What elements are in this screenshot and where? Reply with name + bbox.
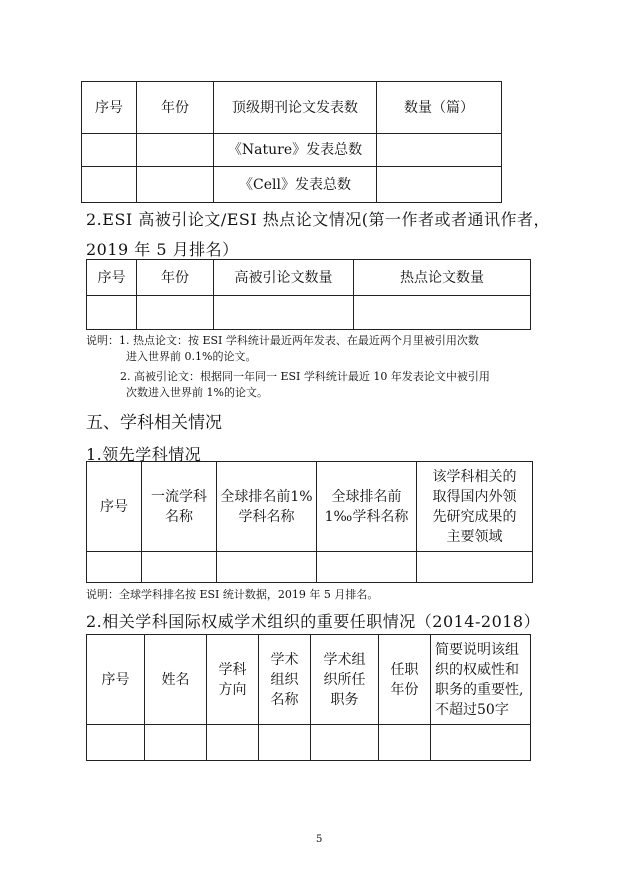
section-title: 五、学科相关情况 <box>86 413 222 433</box>
header-line: 学术组 <box>323 651 366 668</box>
note-hot-papers-1: 说明：1. 热点论文：按 ESI 学科统计最近两年发表、在最近两个月里被引用次数 <box>86 334 479 347</box>
note-global-ranking: 说明：全球学科排名按 ESI 统计数据，2019 年 5 月排名。 <box>86 588 379 601</box>
table4-header-org-name <box>259 635 311 725</box>
table3-cell <box>317 552 417 583</box>
table1-header-index: 序号 <box>82 82 137 134</box>
header-line: 职务 <box>330 691 359 708</box>
table4-header-name: 姓名 <box>145 635 207 725</box>
table-row <box>82 134 502 167</box>
table3-cell <box>142 552 217 583</box>
header-line: 全球排名前 <box>331 488 402 505</box>
header-line: 学术 <box>270 651 299 668</box>
header-line: 简要说明该组 <box>435 641 519 658</box>
header-line: 全球排名前1% <box>220 488 313 505</box>
header-line: 该学科相关的 <box>432 468 517 485</box>
esi-table <box>86 259 531 330</box>
table1-cell <box>82 167 137 203</box>
table1-cell <box>377 167 502 203</box>
table3-header-first-class <box>142 462 217 552</box>
note-highly-cited-2: 次数进入世界前 1%的论文。 <box>126 386 268 399</box>
header-line: 年份 <box>390 681 419 698</box>
table4-cell <box>311 725 379 761</box>
header-line: 职务的重要性, <box>435 681 524 698</box>
header-line: 方向 <box>218 681 247 698</box>
header-line: 先研究成果的 <box>432 508 517 525</box>
header-line: 织的权威性和 <box>435 661 519 678</box>
table3-header-top1pct <box>217 462 317 552</box>
table1-header-count: 数量（篇） <box>377 82 502 134</box>
table2-cell <box>87 296 137 330</box>
table1-header-journal: 顶级期刊论文发表数 <box>214 82 377 134</box>
international-positions-table <box>86 634 531 761</box>
table-row <box>82 167 502 203</box>
leading-disciplines-table <box>86 461 533 583</box>
table-row <box>87 552 533 583</box>
header-line: 学科名称 <box>238 508 295 525</box>
table2-header-highly-cited: 高被引论文数量 <box>214 260 354 296</box>
header-line: 名称 <box>165 508 193 525</box>
table-row <box>87 725 531 761</box>
table2-cell <box>214 296 354 330</box>
table3-header-top1permille <box>317 462 417 552</box>
table-row <box>87 296 531 330</box>
table4-cell <box>379 725 431 761</box>
table1-cell: 《Nature》发表总数 <box>214 134 377 167</box>
international-positions-title: 2.相关学科国际权威学术组织的重要任职情况（2014-2018） <box>86 612 541 631</box>
header-line: 主要领域 <box>446 528 503 545</box>
table1-cell <box>377 134 502 167</box>
table4-header-description <box>431 635 531 725</box>
table4-cell <box>145 725 207 761</box>
table1-cell <box>82 134 137 167</box>
header-line: 组织 <box>270 671 299 688</box>
leading-disciplines-title: 1.领先学科情况 <box>86 445 202 464</box>
table4-cell <box>207 725 259 761</box>
top-journal-table <box>81 81 502 203</box>
table3-cell <box>417 552 533 583</box>
table2-cell <box>354 296 531 330</box>
table2-cell <box>137 296 214 330</box>
table4-header-position <box>311 635 379 725</box>
header-line: 取得国内外领 <box>432 488 517 505</box>
table1-cell <box>137 167 214 203</box>
esi-heading-line1: 2.ESI 高被引论文/ESI 热点论文情况(第一作者或者通讯作者， <box>86 210 550 229</box>
page-number: 5 <box>316 834 323 845</box>
table3-cell <box>87 552 142 583</box>
table1-header-year: 年份 <box>137 82 214 134</box>
table4-cell <box>431 725 531 761</box>
table4-header-discipline <box>207 635 259 725</box>
table2-header-index: 序号 <box>87 260 137 296</box>
table4-header-term <box>379 635 431 725</box>
esi-heading-line2: 2019 年 5 月排名） <box>86 240 239 259</box>
header-line: 任职 <box>390 661 419 678</box>
header-line: 织所任 <box>323 671 366 688</box>
table1-cell <box>137 134 214 167</box>
table4-cell <box>259 725 311 761</box>
header-line: 一流学科 <box>151 488 207 505</box>
table4-cell <box>87 725 145 761</box>
table2-header-hot-papers: 热点论文数量 <box>354 260 531 296</box>
header-line: 名称 <box>270 691 299 708</box>
table3-header-index: 序号 <box>87 462 142 552</box>
note-highly-cited-1: 2. 高被引论文：根据同一年同一 ESI 学科统计最近 10 年发表论文中被引用 <box>120 370 490 383</box>
table4-header-index: 序号 <box>87 635 145 725</box>
header-line: 学科 <box>218 661 247 678</box>
table3-header-fields <box>417 462 533 552</box>
table1-cell: 《Cell》发表总数 <box>214 167 377 203</box>
table3-cell <box>217 552 317 583</box>
header-line: 1‰学科名称 <box>324 508 409 525</box>
note-hot-papers-2: 进入世界前 0.1%的论文。 <box>126 350 257 363</box>
header-line: 不超过50字 <box>435 701 509 718</box>
table2-header-year: 年份 <box>137 260 214 296</box>
